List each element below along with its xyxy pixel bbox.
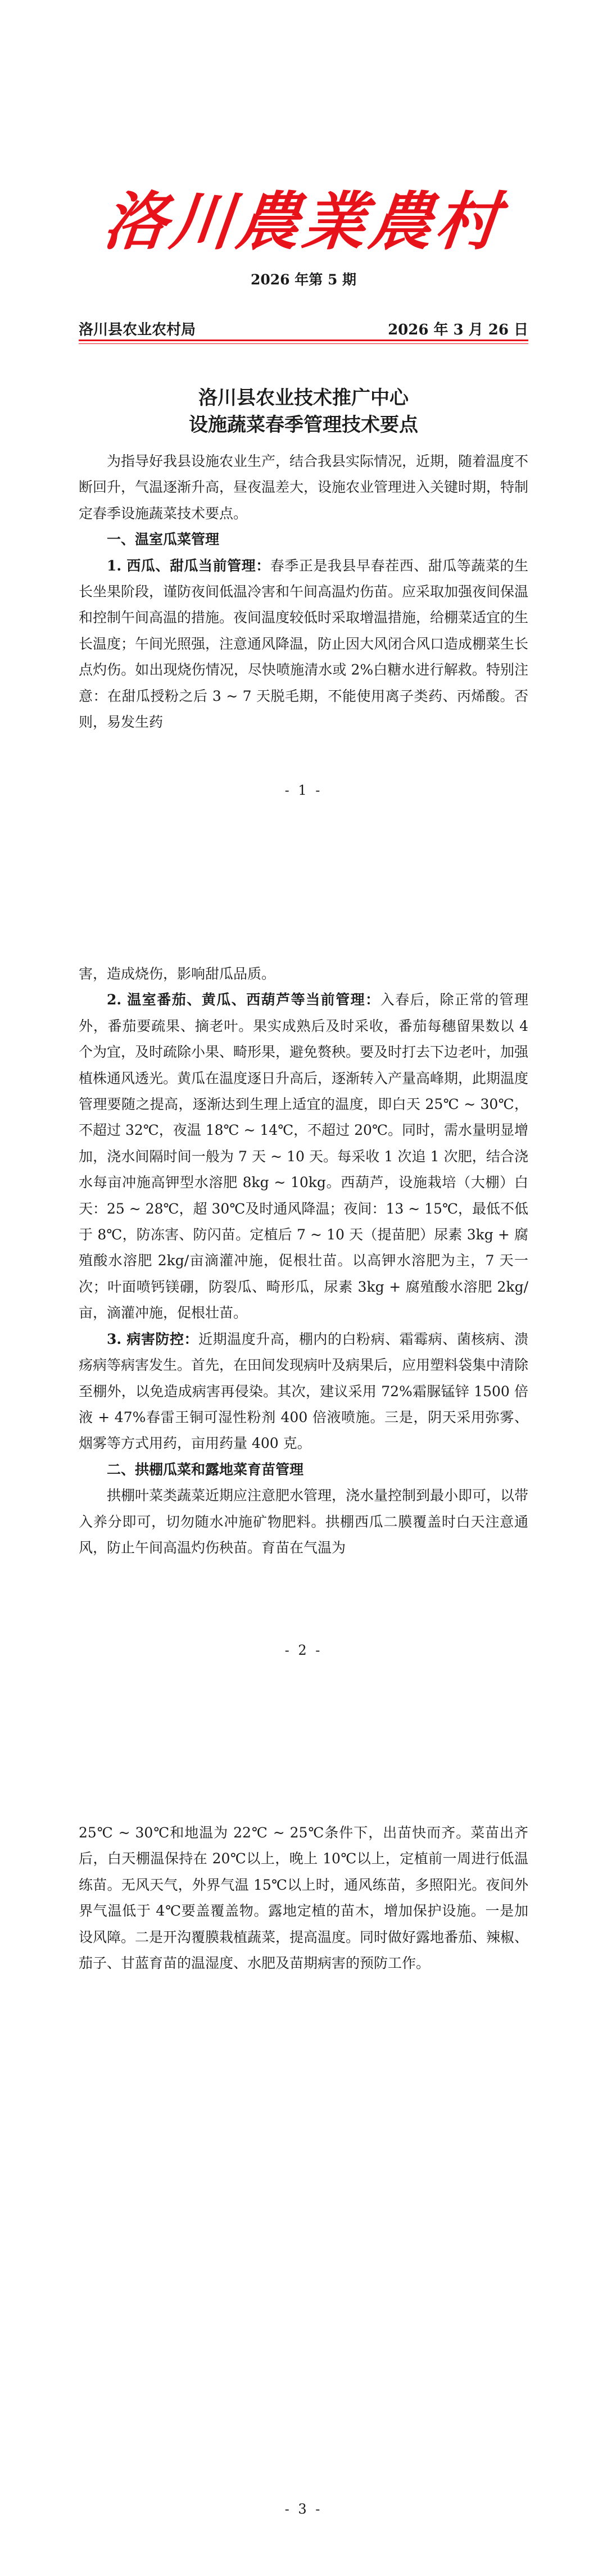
paragraph-3	[79, 1327, 528, 1457]
paragraph-3-text: 近期温度升高，棚内的白粉病、霜霉病、菌核病、溃疡病等病害发生。首先，在田间发现病叶及病果后，应用塑料袋集中清除至棚外，以免造成病害再侵染。其次，建议采用 72%霜脲锰锌 1500 倍液 + 47%春雷王铜可湿性粉剂 400 倍液喷施。三是，阴天采用弥雾、烟雾等方式用药，亩用药量 400 克。	[79, 1330, 529, 1452]
paragraph-4-continued: 25℃ ~ 30℃和地温为 22℃ ~ 25℃条件下，出苗快而齐。菜苗出齐后，白天棚温保持在 20℃以上，晚上 10℃以上，定植前一周进行低温练苗。无风天气，外界气温 15℃以上时，通风练苗，多照阳光。夜间外界气温低于 4℃要盖覆盖物。露地定植的苗木，增加保护设施。一是加设风障。二是开沟覆膜栽植蔬菜，提高温度。同时做好露地番茄、辣椒、茄子、甘蓝育苗的温湿度、水肥及苗期病害的预防工作。	[79, 1825, 529, 1972]
paragraph-1-continued: 害，造成烧伤，影响甜瓜品质。	[79, 966, 276, 982]
page-1	[0, 0, 607, 859]
issue-date: 2026 年 3 月 26 日	[388, 322, 528, 338]
document-title-line1: 洛川县农业技术推广中心	[198, 387, 409, 409]
page-3	[0, 1718, 607, 2576]
red-rule-thin	[79, 343, 528, 344]
paragraph-2-text: 入春后，除正常的管理外，番茄要疏果、摘老叶。果实成熟后及时采收，番茄每穗留果数以 4 个为宜，及时疏除小果、畸形果，避免赘秧。要及时打去下边老叶，加强植株通风透光。黄瓜在温度逐日升高后，逐渐转入产量高峰期，此期温度管理要随之提高，逐渐达到生理上适宜的温度，即白天 25℃ ~ 30℃，不超过 32℃，夜温 18℃ ~ 14℃，不超过 20℃。同时，需水量明显增加，浇水间隔时间一般为 7 天 ~ 10 天。每采收 1 次追 1 次肥，结合浇水每亩冲施高钾型水溶肥 8kg ~ 10kg。西葫芦，设施栽培（大棚）白天：25 ~ 28℃，超 30℃及时通风降温；夜间：13 ~ 15℃，最低不低于 8℃，防冻害、防闪苗。定植后 7 ~ 10 天（提苗肥）尿素 3kg + 腐殖酸水溶肥 2kg/亩滴灌冲施，促根壮苗。以高钾水溶肥为主，7 天一次；叶面喷钙镁硼，防裂瓜、畸形瓜，尿素 3kg + 腐殖酸水溶肥 2kg/亩，滴灌冲施，促根壮苗。	[79, 992, 529, 1321]
paragraph-1-text: 春季正是我县早春茬西、甜瓜等蔬菜的生长坐果阶段，谨防夜间低温冷害和午间高温灼伤苗。应采取加强夜间保温和控制午间高温的措施。夜间温度较低时采取增温措施，给棚菜适宜的生长温度；午间光照强，注意通风降温，防止因大风闭合风口造成棚菜生长点灼伤。如出现烧伤情况，尽快喷施清水或 2%白糖水进行解救。特别注意：在甜瓜授粉之后 3 ~ 7 天脱毛期，不能使用离子类药、丙烯酸。否则，易发生药	[79, 557, 529, 731]
page-number-1: - 1 -	[284, 782, 323, 798]
paragraph-4: 拱棚叶菜类蔬菜近期应注意肥水管理，浇水量控制到最小即可，以带入养分即可，切勿随水冲施矿物肥料。拱棚西瓜二膜覆盖时白天注意通风，防止午间高温灼伤秧苗。育苗在气温为	[79, 1487, 529, 1556]
paragraph-1-lead: 1. 西瓜、甜瓜当前管理：	[107, 557, 270, 574]
body-page-2	[79, 961, 528, 1561]
body-page-3	[79, 1820, 528, 1976]
issuer-name: 洛川县农业农村局	[79, 322, 196, 338]
page-number-2: - 2 -	[284, 1642, 323, 1658]
issue-number: 2026 年第 5 期	[250, 271, 357, 288]
red-rule-thick	[79, 339, 528, 341]
masthead-title: 洛川農業農村	[100, 185, 506, 259]
page-number-3: - 3 -	[284, 2501, 323, 2517]
body-page-1	[79, 449, 528, 735]
page-2	[0, 859, 607, 1718]
section-1-heading: 一、温室瓜菜管理	[107, 531, 220, 548]
paragraph-1	[79, 553, 528, 736]
section-2-heading: 二、拱棚瓜菜和露地菜育苗管理	[107, 1461, 304, 1478]
document-title-line2: 设施蔬菜春季管理技术要点	[189, 414, 418, 436]
intro-paragraph: 为指导好我县设施农业生产，结合我县实际情况，近期，随着温度不断回升，气温逐渐升高，昼夜温差大，设施农业管理进入关键时期，特制定春季设施蔬菜技术要点。	[79, 453, 529, 522]
issuer-row	[79, 318, 528, 339]
paragraph-2-lead: 2. 温室番茄、黄瓜、西葫芦等当前管理：	[107, 992, 380, 1008]
paragraph-3-lead: 3. 病害防控：	[107, 1330, 199, 1347]
paragraph-2	[79, 987, 528, 1326]
